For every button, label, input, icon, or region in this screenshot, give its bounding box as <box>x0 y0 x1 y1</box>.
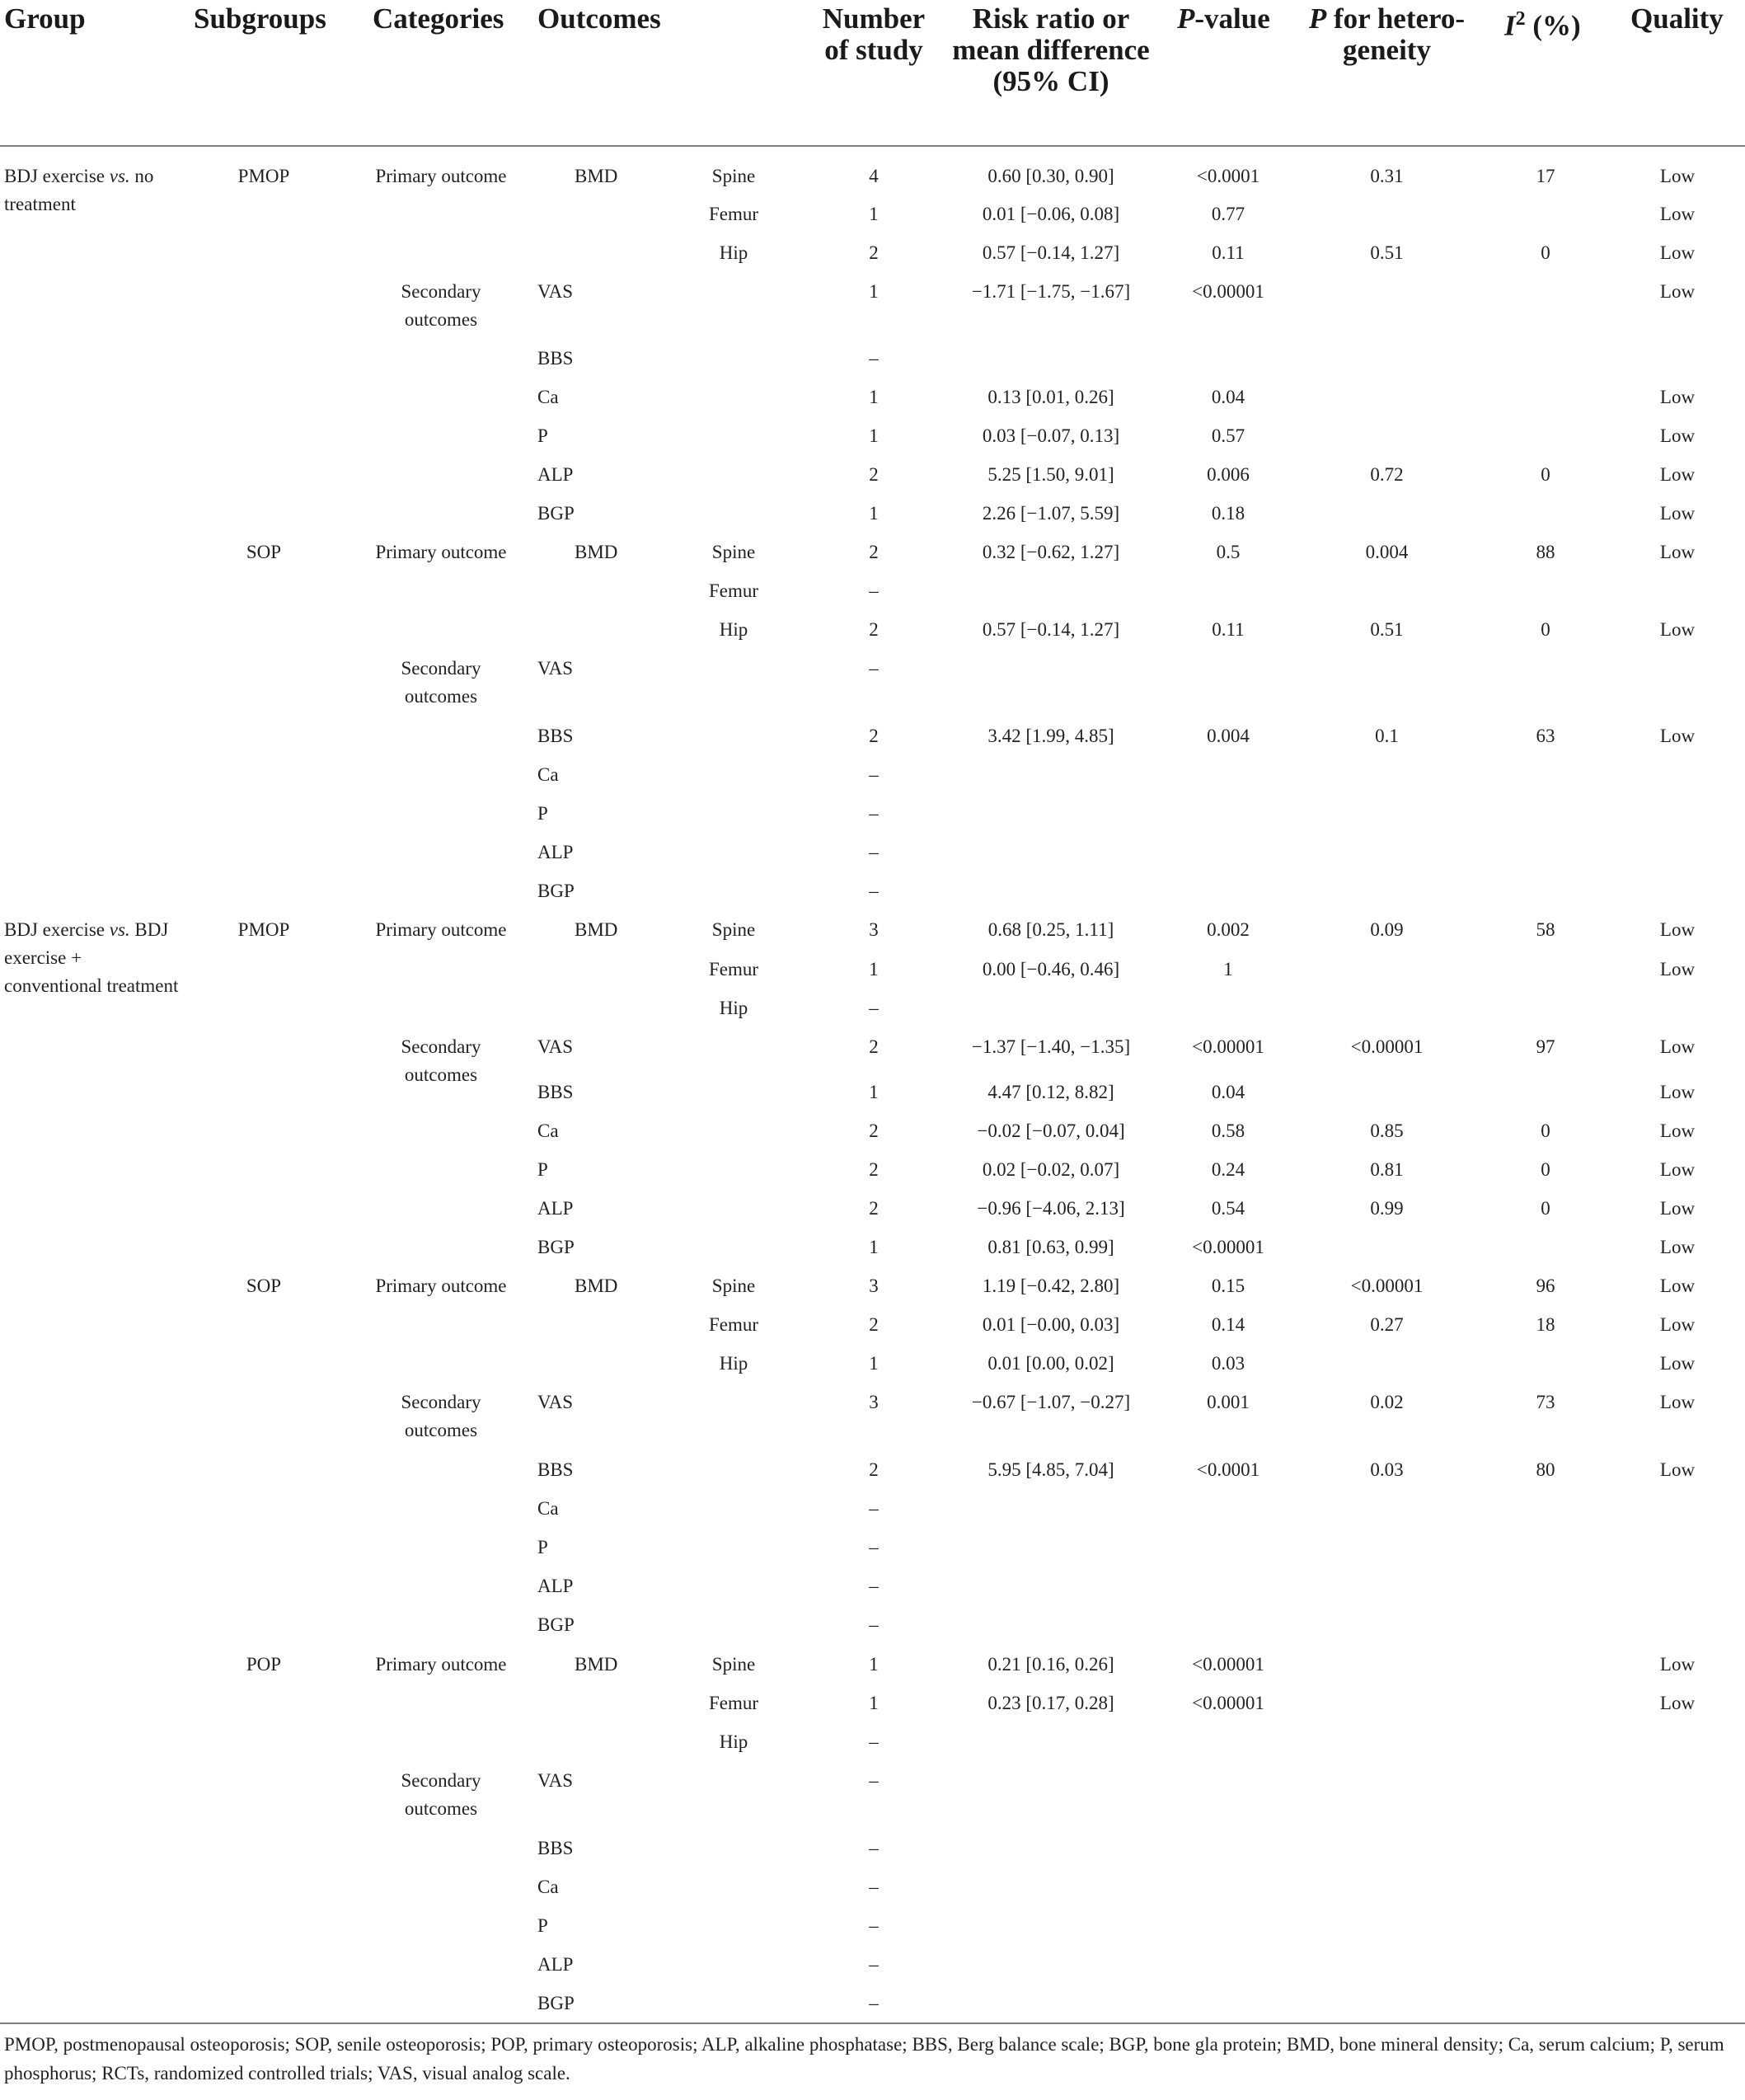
p-value: 0.004 <box>1207 726 1250 746</box>
effect-size: −1.37 [−1.40, −1.35] <box>971 1036 1131 1057</box>
study-count: 1 <box>869 387 879 407</box>
quality-rating: Low <box>1659 1459 1696 1480</box>
p-heterogeneity: 0.51 <box>1370 619 1404 640</box>
study-count: 2 <box>869 542 879 562</box>
header-p-heterogeneity: P for hetero- geneity <box>1308 2 1466 66</box>
category-label: Secondary outcomes <box>401 1770 481 1819</box>
outcome-label: ALP <box>537 1198 574 1219</box>
quality-rating: Low <box>1659 1082 1696 1102</box>
study-count: – <box>869 803 879 824</box>
outcome-label: P <box>537 1537 548 1557</box>
p-heterogeneity: 0.85 <box>1370 1120 1404 1141</box>
site-label: Spine <box>711 166 756 186</box>
quality-rating: Low <box>1659 1198 1696 1219</box>
i2-value: 80 <box>1536 1459 1555 1480</box>
study-count: – <box>869 1993 879 2013</box>
quality-rating: Low <box>1659 1159 1696 1180</box>
effect-size: −0.67 [−1.07, −0.27] <box>971 1392 1131 1412</box>
category-label: Primary outcome <box>375 919 507 940</box>
quality-rating: Low <box>1659 726 1696 746</box>
site-label: Femur <box>708 1314 759 1335</box>
quality-rating: Low <box>1659 166 1696 186</box>
quality-rating: Low <box>1659 387 1696 407</box>
site-label: Femur <box>708 580 759 601</box>
outcome-label: Ca <box>537 387 559 407</box>
study-count: 1 <box>869 1693 879 1713</box>
site-label: Hip <box>719 1731 748 1752</box>
quality-rating: Low <box>1659 542 1696 562</box>
group-label: BDJ exercise vs. no treatment <box>4 166 154 214</box>
p-value: 0.11 <box>1212 242 1245 263</box>
study-count: – <box>869 1770 879 1791</box>
study-count: 1 <box>869 204 879 224</box>
outcome-label: BBS <box>537 1459 574 1480</box>
site-label: Spine <box>711 542 756 562</box>
study-count: – <box>869 1877 879 1897</box>
p-value: 0.18 <box>1211 503 1245 524</box>
header-categories: Categories <box>373 2 504 35</box>
outcome-label: ALP <box>537 1576 574 1596</box>
study-count: – <box>869 1838 879 1858</box>
subgroup-label: PMOP <box>237 166 290 186</box>
study-count: 2 <box>869 1198 879 1219</box>
outcome-label: BMD <box>575 1276 618 1296</box>
outcome-label: P <box>537 803 548 824</box>
effect-size: 0.01 [−0.00, 0.03] <box>982 1314 1120 1335</box>
header-risk-ratio: Risk ratio or mean difference (95% CI) <box>952 2 1150 97</box>
quality-rating: Low <box>1659 1654 1696 1675</box>
p-heterogeneity: 0.72 <box>1370 464 1404 485</box>
p-value: 0.77 <box>1211 204 1245 224</box>
study-count: – <box>869 881 879 901</box>
p-heterogeneity: <0.00001 <box>1350 1276 1424 1296</box>
outcome-label: VAS <box>537 658 574 679</box>
i2-value: 0 <box>1541 1159 1550 1180</box>
effect-size: 0.01 [−0.06, 0.08] <box>982 204 1120 224</box>
header-group: Group <box>4 2 86 35</box>
p-heterogeneity: 0.31 <box>1370 166 1404 186</box>
effect-size: 0.60 [0.30, 0.90] <box>987 166 1114 186</box>
effect-size: 0.03 [−0.07, 0.13] <box>982 425 1120 446</box>
p-value: 0.001 <box>1207 1392 1250 1412</box>
site-label: Femur <box>708 959 759 980</box>
study-count: – <box>869 1614 879 1635</box>
outcome-label: ALP <box>537 464 574 485</box>
category-label: Secondary outcomes <box>401 1392 481 1440</box>
quality-rating: Low <box>1659 281 1696 302</box>
study-count: 1 <box>869 281 879 302</box>
table-footnote: PMOP, postmenopausal osteoporosis; SOP, senile osteoporosis; POP, primary osteoporosis; ALP, alkaline phosphatase; BBS, Berg balance scale; BGP, bone gla protein; BMD, bone mineral density; Ca, serum calcium; P, serum phosphorus; RCTs, randomized controlled trials; VAS, visual analog scale. <box>4 2034 1724 2084</box>
study-count: 1 <box>869 503 879 524</box>
header-number-of-study: Number of study <box>822 2 926 66</box>
outcome-label: BBS <box>537 1838 574 1858</box>
p-heterogeneity: 0.27 <box>1370 1314 1404 1335</box>
p-value: 1 <box>1223 959 1233 980</box>
outcome-label: VAS <box>537 1392 574 1412</box>
category-label: Primary outcome <box>375 1276 507 1296</box>
study-count: 3 <box>869 1392 879 1412</box>
effect-size: 5.25 [1.50, 9.01] <box>987 464 1114 485</box>
quality-rating: Low <box>1659 1276 1696 1296</box>
header-subgroups: Subgroups <box>194 2 326 35</box>
effect-size: 0.13 [0.01, 0.26] <box>987 387 1114 407</box>
study-count: 3 <box>869 919 879 940</box>
header-quality: Quality <box>1630 2 1724 35</box>
outcome-label: BBS <box>537 348 574 369</box>
i2-value: 73 <box>1536 1392 1555 1412</box>
quality-rating: Low <box>1659 1120 1696 1141</box>
category-label: Secondary outcomes <box>401 281 481 330</box>
table-header <box>0 0 1745 147</box>
site-label: Spine <box>711 1276 756 1296</box>
study-count: 1 <box>869 425 879 446</box>
study-count: 1 <box>869 1353 879 1374</box>
study-count: 2 <box>869 1459 879 1480</box>
outcome-label: BGP <box>537 881 575 901</box>
outcome-label: Ca <box>537 1877 559 1897</box>
footer-rule <box>0 2022 1745 2024</box>
category-label: Primary outcome <box>375 542 507 562</box>
quality-rating: Low <box>1659 619 1696 640</box>
effect-size: 0.01 [0.00, 0.02] <box>987 1353 1114 1374</box>
header-outcomes: Outcomes <box>537 2 661 35</box>
study-count: 2 <box>869 726 879 746</box>
quality-rating: Low <box>1659 425 1696 446</box>
quality-rating: Low <box>1659 919 1696 940</box>
category-label: Primary outcome <box>375 1654 507 1675</box>
i2-value: 0 <box>1541 1120 1550 1141</box>
study-count: – <box>869 1537 879 1557</box>
p-value: 0.006 <box>1207 464 1250 485</box>
header-i2: $I^2$ (%) <box>1504 8 1581 42</box>
subgroup-label: POP <box>246 1654 282 1675</box>
effect-size: 5.95 [4.85, 7.04] <box>987 1459 1114 1480</box>
study-count: 2 <box>869 619 879 640</box>
p-heterogeneity: 0.03 <box>1370 1459 1404 1480</box>
quality-rating: Low <box>1659 1314 1696 1335</box>
effect-size: 0.32 [−0.62, 1.27] <box>982 542 1120 562</box>
p-value: <0.0001 <box>1196 1459 1260 1480</box>
quality-rating: Low <box>1659 1392 1696 1412</box>
site-label: Spine <box>711 919 756 940</box>
effect-size: 4.47 [0.12, 8.82] <box>987 1082 1114 1102</box>
i2-value: 88 <box>1536 542 1555 562</box>
study-count: 1 <box>869 959 879 980</box>
study-count: 1 <box>869 1082 879 1102</box>
p-heterogeneity: <0.00001 <box>1350 1036 1424 1057</box>
quality-rating: Low <box>1659 1237 1696 1257</box>
category-label: Secondary outcomes <box>401 1036 481 1085</box>
site-label: Spine <box>711 1654 756 1675</box>
p-value: <0.00001 <box>1192 1237 1264 1257</box>
outcome-label: P <box>537 1159 548 1180</box>
quality-rating: Low <box>1659 242 1696 263</box>
quality-rating: Low <box>1659 1693 1696 1713</box>
p-value: 0.58 <box>1211 1120 1245 1141</box>
effect-size: −0.02 [−0.07, 0.04] <box>977 1120 1125 1141</box>
quality-rating: Low <box>1659 1353 1696 1374</box>
outcome-label: VAS <box>537 1770 574 1791</box>
outcome-label: BMD <box>575 919 618 940</box>
effect-size: 0.57 [−0.14, 1.27] <box>982 619 1120 640</box>
outcome-label: Ca <box>537 1120 559 1141</box>
header-p-value: P-value <box>1177 2 1270 35</box>
p-value: 0.11 <box>1212 619 1245 640</box>
i2-value: 58 <box>1536 919 1555 940</box>
group-label: BDJ exercise vs. BDJ exercise + conventional treatment <box>4 919 179 996</box>
header-rule <box>0 145 1745 147</box>
p-value: <0.00001 <box>1192 1036 1264 1057</box>
effect-size: 0.81 [0.63, 0.99] <box>987 1237 1114 1257</box>
study-count: 1 <box>869 1237 879 1257</box>
outcome-label: VAS <box>537 281 574 302</box>
effect-size: 0.68 [0.25, 1.11] <box>987 919 1114 940</box>
site-label: Hip <box>719 998 748 1018</box>
p-value: 0.57 <box>1211 425 1245 446</box>
study-count: 1 <box>869 1654 879 1675</box>
outcome-label: ALP <box>537 842 574 862</box>
outcome-label: P <box>537 1915 548 1936</box>
p-heterogeneity: 0.1 <box>1375 726 1399 746</box>
study-count: – <box>869 1915 879 1936</box>
p-value: <0.00001 <box>1192 281 1264 302</box>
quality-rating: Low <box>1659 204 1696 224</box>
outcome-label: BGP <box>537 1993 575 2013</box>
study-count: – <box>869 842 879 862</box>
site-label: Hip <box>719 242 748 263</box>
p-heterogeneity: 0.02 <box>1370 1392 1404 1412</box>
i2-value: 0 <box>1541 1198 1550 1219</box>
effect-size: 0.21 [0.16, 0.26] <box>987 1654 1114 1675</box>
effect-size: 2.26 [−1.07, 5.59] <box>982 503 1120 524</box>
outcome-label: BGP <box>537 1237 575 1257</box>
site-label: Femur <box>708 204 759 224</box>
study-count: – <box>869 1498 879 1519</box>
p-heterogeneity: 0.81 <box>1370 1159 1404 1180</box>
study-count: 3 <box>869 1276 879 1296</box>
study-count: – <box>869 658 879 679</box>
study-count: – <box>869 1576 879 1596</box>
i2-value: 96 <box>1536 1276 1555 1296</box>
p-heterogeneity: 0.99 <box>1370 1198 1404 1219</box>
category-label: Secondary outcomes <box>401 658 481 707</box>
p-value: 0.002 <box>1207 919 1250 940</box>
effect-size: 1.19 [−0.42, 2.80] <box>982 1276 1120 1296</box>
p-value: 0.14 <box>1211 1314 1245 1335</box>
p-value: 0.04 <box>1211 1082 1245 1102</box>
outcome-label: P <box>537 425 548 446</box>
p-value: 0.5 <box>1216 542 1241 562</box>
outcome-label: ALP <box>537 1954 574 1975</box>
site-label: Hip <box>719 1353 748 1374</box>
quality-rating: Low <box>1659 503 1696 524</box>
outcome-label: BMD <box>575 1654 618 1675</box>
study-count: 2 <box>869 464 879 485</box>
i2-value: 63 <box>1536 726 1555 746</box>
p-value: 0.03 <box>1211 1353 1245 1374</box>
quality-rating: Low <box>1659 1036 1696 1057</box>
p-heterogeneity: 0.51 <box>1370 242 1404 263</box>
outcome-label: BGP <box>537 1614 575 1635</box>
i2-value: 0 <box>1541 619 1550 640</box>
effect-size: 3.42 [1.99, 4.85] <box>987 726 1114 746</box>
outcome-label: BBS <box>537 1082 574 1102</box>
study-count: – <box>869 348 879 369</box>
i2-value: 18 <box>1536 1314 1555 1335</box>
study-count: 2 <box>869 1159 879 1180</box>
p-heterogeneity: 0.004 <box>1365 542 1409 562</box>
i2-value: 97 <box>1536 1036 1555 1057</box>
i2-value: 17 <box>1536 166 1555 186</box>
outcome-label: BBS <box>537 726 574 746</box>
effect-size: 0.57 [−0.14, 1.27] <box>982 242 1120 263</box>
site-label: Hip <box>719 619 748 640</box>
effect-size: 0.02 [−0.02, 0.07] <box>982 1159 1120 1180</box>
outcome-label: VAS <box>537 1036 574 1057</box>
outcome-label: Ca <box>537 764 559 785</box>
outcome-label: BMD <box>575 166 618 186</box>
quality-rating: Low <box>1659 464 1696 485</box>
p-value: <0.00001 <box>1192 1693 1264 1713</box>
study-count: 2 <box>869 1120 879 1141</box>
subgroup-label: PMOP <box>237 919 290 940</box>
outcome-label: Ca <box>537 1498 559 1519</box>
effect-size: −1.71 [−1.75, −1.67] <box>971 281 1131 302</box>
p-heterogeneity: 0.09 <box>1370 919 1404 940</box>
study-count: – <box>869 764 879 785</box>
i2-value: 0 <box>1541 242 1550 263</box>
p-value: <0.00001 <box>1192 1654 1264 1675</box>
subgroup-label: SOP <box>246 1276 282 1296</box>
site-label: Femur <box>708 1693 759 1713</box>
study-count: – <box>869 580 879 601</box>
p-value: 0.15 <box>1211 1276 1245 1296</box>
study-count: 2 <box>869 1314 879 1335</box>
study-count: – <box>869 1954 879 1975</box>
study-count: – <box>869 998 879 1018</box>
subgroup-label: SOP <box>246 542 282 562</box>
effect-size: 0.23 [0.17, 0.28] <box>987 1693 1114 1713</box>
p-value: 0.04 <box>1211 387 1245 407</box>
i2-value: 0 <box>1541 464 1550 485</box>
study-count: 4 <box>869 166 879 186</box>
study-count: 2 <box>869 242 879 263</box>
study-count: – <box>869 1731 879 1752</box>
study-count: 2 <box>869 1036 879 1057</box>
p-value: <0.0001 <box>1196 166 1260 186</box>
quality-rating: Low <box>1659 959 1696 980</box>
outcome-label: BMD <box>575 542 618 562</box>
p-value: 0.24 <box>1211 1159 1245 1180</box>
category-label: Primary outcome <box>375 166 507 186</box>
outcome-label: BGP <box>537 503 575 524</box>
effect-size: −0.96 [−4.06, 2.13] <box>977 1198 1125 1219</box>
effect-size: 0.00 [−0.46, 0.46] <box>982 959 1120 980</box>
p-value: 0.54 <box>1211 1198 1245 1219</box>
